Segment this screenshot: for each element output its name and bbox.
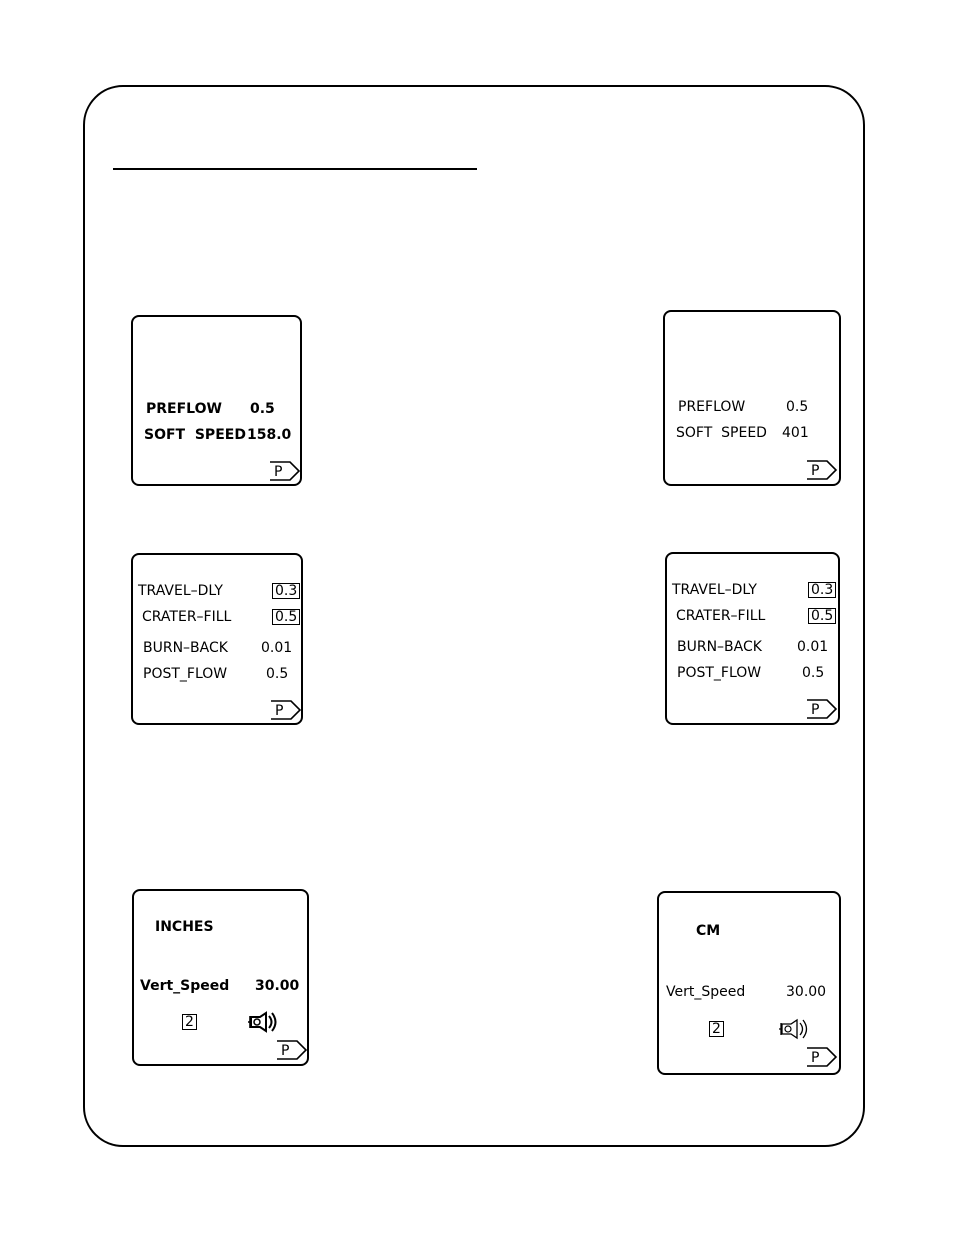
page-tab-button[interactable]: [269, 460, 301, 482]
torch-sound-icon: [777, 1017, 811, 1045]
soft-speed-label: SOFT SPEED: [144, 427, 246, 443]
crater-fill-label: CRATER–FILL: [676, 608, 766, 624]
vert-speed-label: Vert_Speed: [666, 984, 746, 1000]
display-panel-preflow-ipm: [663, 310, 841, 486]
channel-indicator: 2: [182, 1014, 197, 1030]
crater-fill-value[interactable]: 0.5: [808, 608, 836, 624]
page-tab-label: P: [811, 463, 820, 479]
post-flow-label: POST_FLOW: [143, 666, 228, 682]
page-tab-button[interactable]: [806, 698, 838, 720]
title-underline: [113, 168, 477, 170]
soft-speed-value: 158.0: [247, 427, 292, 443]
page-tab-button[interactable]: [276, 1039, 308, 1061]
display-panel-vert-speed-inches: [132, 889, 309, 1066]
post-flow-label: POST_FLOW: [677, 665, 762, 681]
soft-speed-value: 401: [782, 425, 809, 441]
crater-fill-value[interactable]: 0.5: [272, 609, 300, 625]
torch-sound-icon: [246, 1010, 280, 1038]
travel-delay-label: TRAVEL–DLY: [138, 583, 223, 599]
display-panel-vert-speed-cm: [657, 891, 841, 1075]
burn-back-label: BURN–BACK: [677, 639, 762, 655]
page-tab-label: P: [811, 702, 820, 718]
travel-delay-value[interactable]: 0.3: [272, 583, 300, 599]
vert-speed-value: 30.00: [255, 978, 300, 994]
burn-back-value: 0.01: [261, 640, 293, 656]
travel-delay-label: TRAVEL–DLY: [672, 582, 757, 598]
page-tab-label: P: [274, 464, 283, 480]
post-flow-value: 0.5: [802, 665, 825, 681]
units-label: INCHES: [155, 919, 214, 935]
preflow-value: 0.5: [786, 399, 809, 415]
page-tab-label: P: [281, 1043, 290, 1059]
burn-back-value: 0.01: [797, 639, 829, 655]
burn-back-label: BURN–BACK: [143, 640, 228, 656]
preflow-value: 0.5: [250, 401, 275, 417]
travel-delay-value[interactable]: 0.3: [808, 582, 836, 598]
page-tab-button[interactable]: [806, 459, 838, 481]
preflow-label: PREFLOW: [678, 399, 746, 415]
display-panel-preflow-metric: [131, 315, 302, 486]
vert-speed-label: Vert_Speed: [140, 978, 230, 994]
soft-speed-label: SOFT SPEED: [676, 425, 767, 441]
vert-speed-value: 30.00: [786, 984, 827, 1000]
post-flow-value: 0.5: [266, 666, 289, 682]
units-label: CM: [696, 923, 721, 939]
page-tab-label: P: [811, 1050, 820, 1066]
channel-indicator: 2: [709, 1021, 724, 1037]
crater-fill-label: CRATER–FILL: [142, 609, 232, 625]
page-tab-button[interactable]: [806, 1046, 838, 1068]
page-tab-button[interactable]: [270, 699, 302, 721]
display-panel-delays-left: [131, 553, 303, 725]
preflow-label: PREFLOW: [146, 401, 222, 417]
display-panel-delays-right: [665, 552, 840, 725]
page-tab-label: P: [275, 703, 284, 719]
